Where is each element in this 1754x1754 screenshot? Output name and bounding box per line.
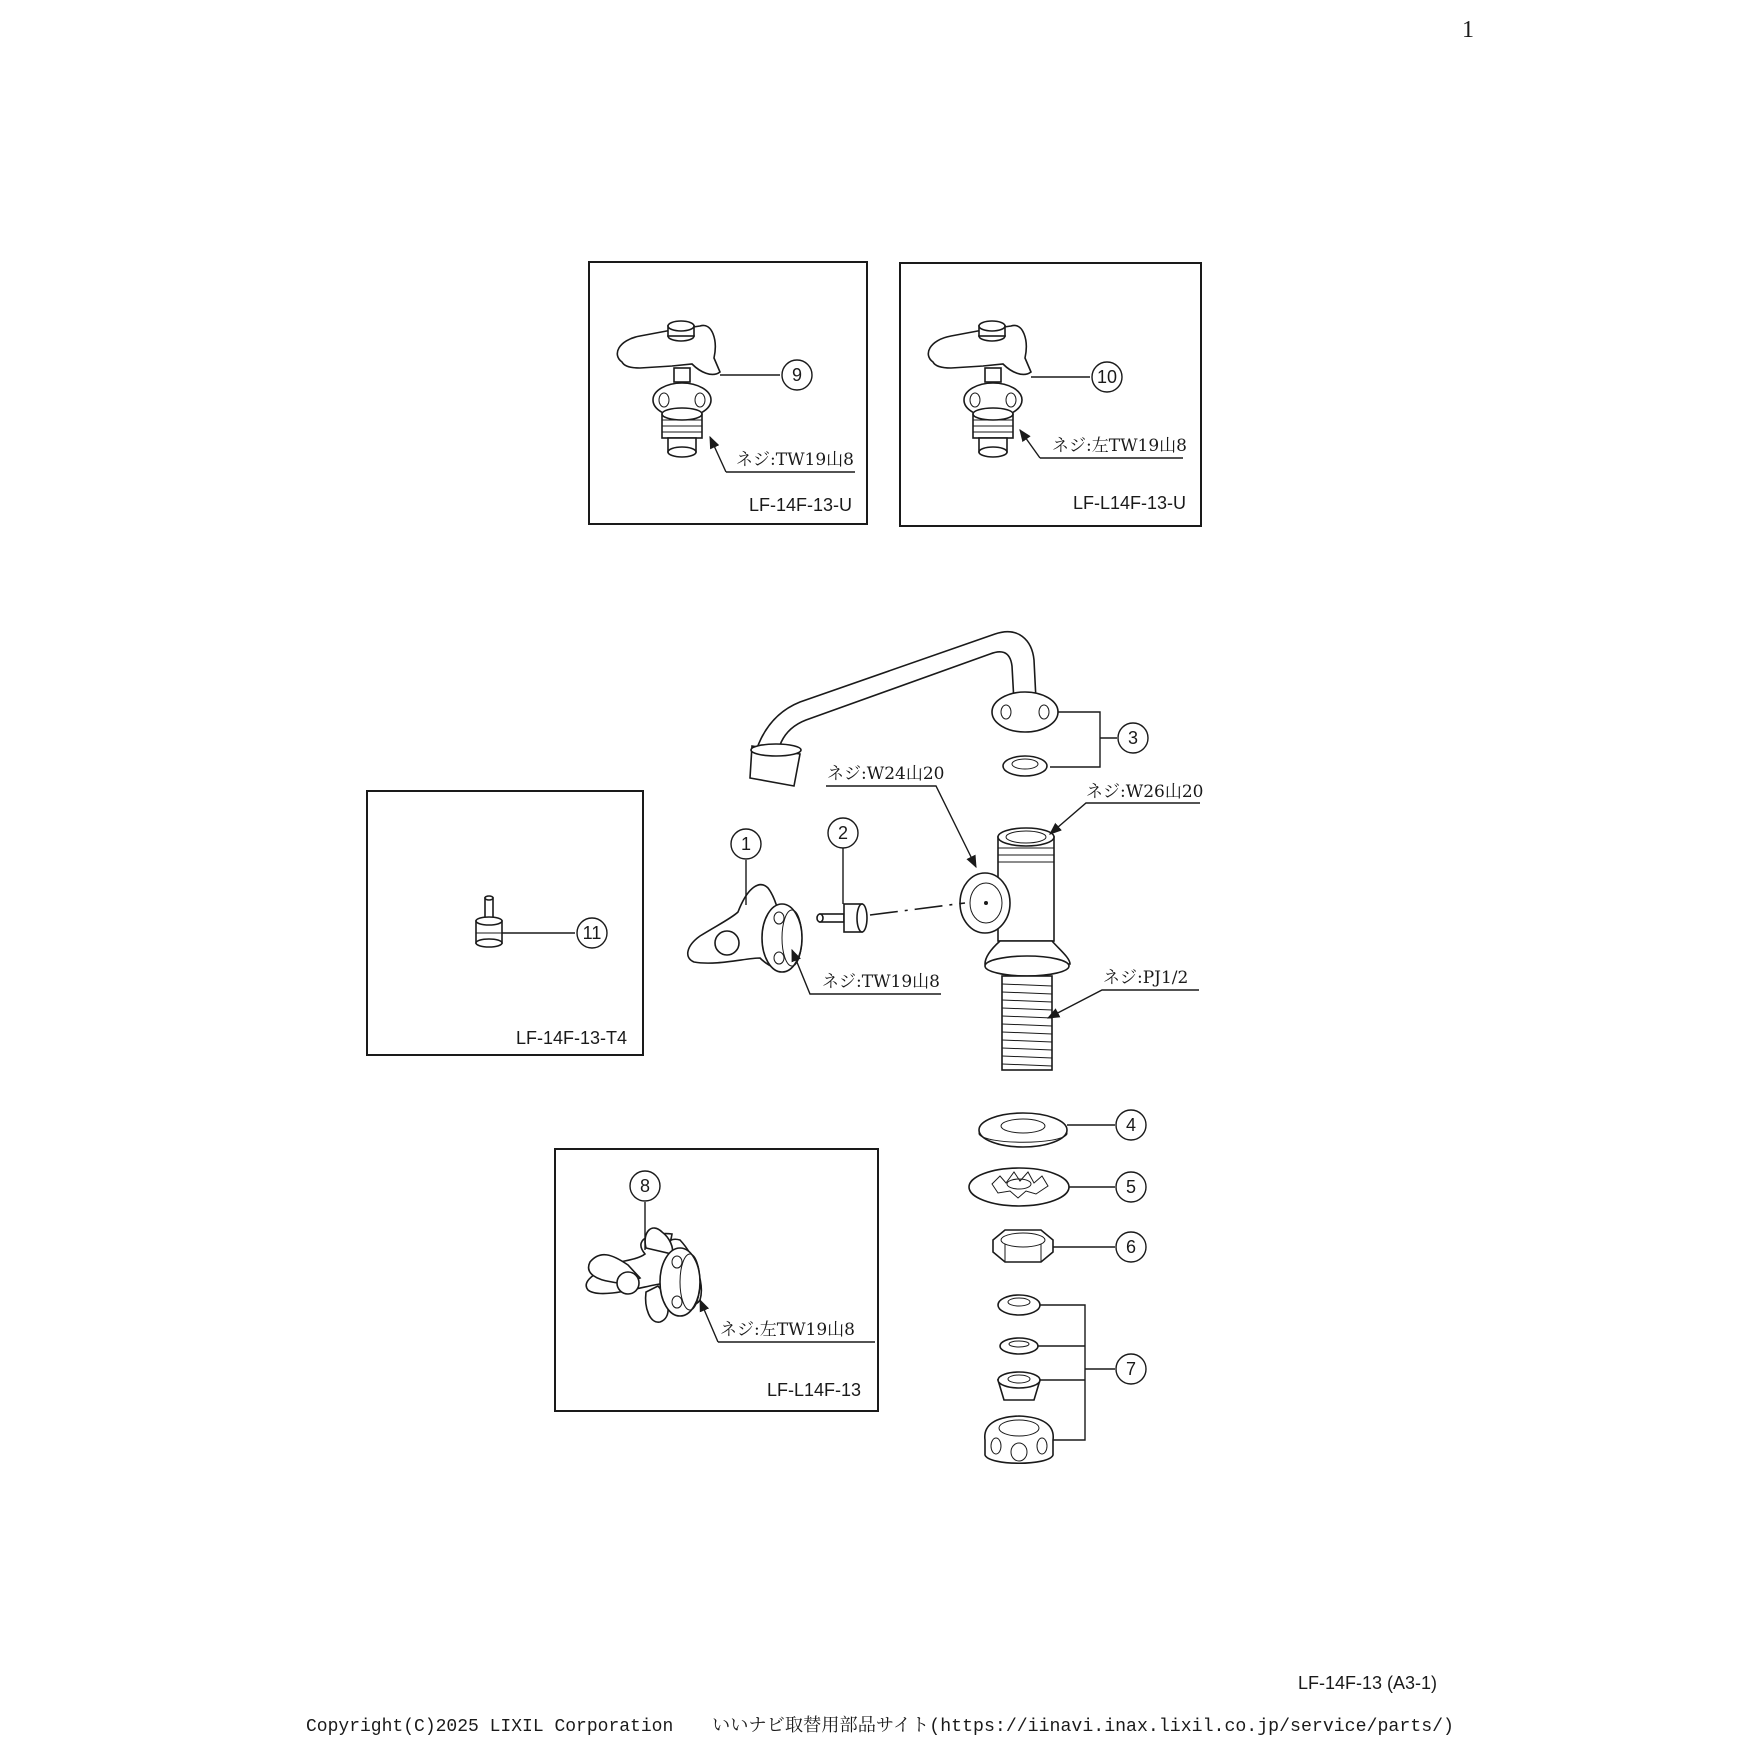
box-lf-14f-13-u	[589, 262, 867, 524]
callout-1-number: 1	[740, 834, 752, 854]
callout-9-number: 9	[791, 365, 803, 385]
thread-label-w24: ネジ:W24山20	[827, 764, 945, 784]
callout-2-number: 2	[837, 823, 849, 843]
spindle-handle-drawing	[617, 321, 720, 457]
box-lf-l14f-13-u	[900, 263, 1201, 526]
callout-11-number: 11	[582, 923, 602, 943]
site-link[interactable]: いいナビ取替用部品サイト(https://iinavi.inax.lixil.co.jp/service/parts/)	[712, 1717, 1446, 1737]
lock-washer-drawing	[969, 1168, 1069, 1206]
centerline	[870, 903, 965, 915]
thread-label-tw19: ネジ:TW19山8	[822, 972, 940, 992]
spout-drawing	[750, 632, 1058, 786]
model-label: LF-14F-13-U	[749, 495, 853, 515]
callout-10-number: 10	[1096, 367, 1118, 387]
model-label: LF-14F-13-T4	[516, 1028, 628, 1048]
union-set-drawing	[985, 1295, 1053, 1463]
hex-nut-drawing	[993, 1230, 1053, 1262]
box-lf-14f-13-t4	[367, 791, 643, 1055]
document-id: LF-14F-13 (A3-1)	[1298, 1673, 1438, 1693]
valve-seat-drawing	[817, 904, 867, 932]
box-lf-l14f-13	[555, 1149, 878, 1411]
thread-label: ネジ:左TW19山8	[720, 1320, 855, 1340]
model-label: LF-L14F-13	[767, 1380, 862, 1400]
washer-drawing	[979, 1113, 1067, 1147]
handle-drawing	[688, 885, 802, 972]
valve-seat-drawing	[476, 896, 502, 947]
copyright-text: Copyright(C)2025 LIXIL Corporation	[306, 1717, 674, 1737]
callout-5-number: 5	[1125, 1177, 1137, 1197]
thread-label-pj: ネジ:PJ1/2	[1103, 968, 1189, 988]
handle-drawing	[586, 1228, 701, 1322]
model-label: LF-L14F-13-U	[1073, 493, 1187, 513]
page-number: 1	[1462, 17, 1474, 43]
thread-label: ネジ:左TW19山8	[1052, 436, 1187, 456]
spindle-handle-drawing	[928, 321, 1031, 457]
callout-7-number: 7	[1125, 1359, 1137, 1379]
callout-3-number: 3	[1127, 728, 1139, 748]
callout-8-number: 8	[639, 1176, 651, 1196]
callout-4-number: 4	[1125, 1115, 1137, 1135]
faucet-body-drawing	[960, 828, 1070, 1070]
thread-label: ネジ:TW19山8	[736, 450, 854, 470]
thread-label-w26: ネジ:W26山20	[1086, 782, 1204, 802]
callout-6-number: 6	[1125, 1237, 1137, 1257]
